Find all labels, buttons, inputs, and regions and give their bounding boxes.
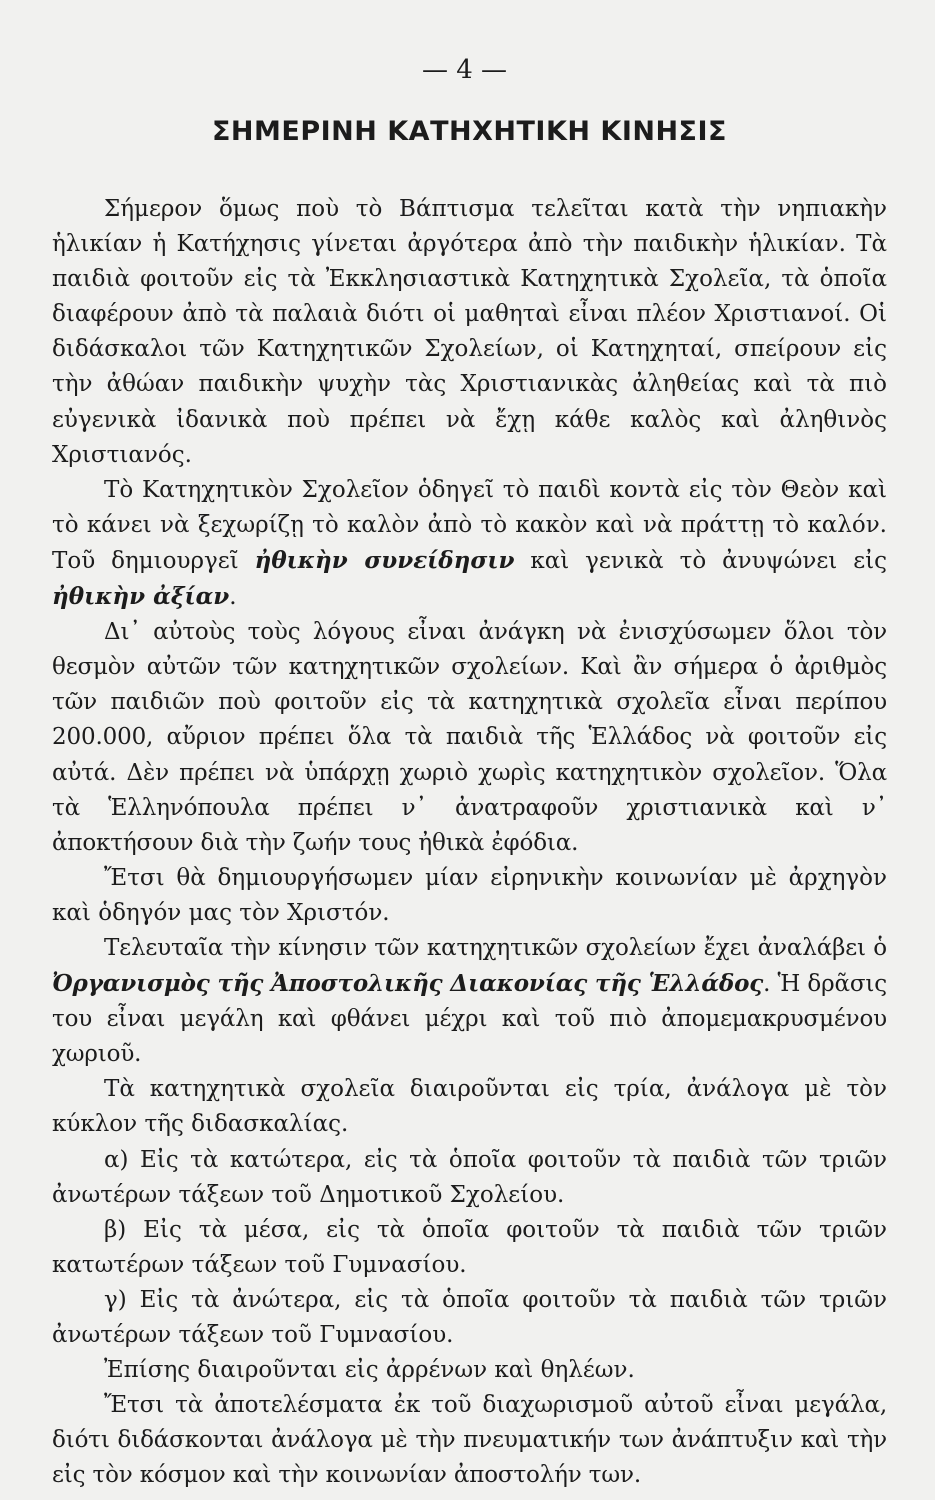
body-text: [52, 192, 887, 1493]
paragraph-1: Σήμερον ὅμως ποὺ τὸ Βάπτισμα τελεῖται κατὰ τὴν νηπιακὴν ἡλικίαν ἡ Κατήχησις γίνεται ἀργότερα ἀπὸ τὴν παιδικὴν ἡλικίαν. Τὰ παιδιὰ φοιτοῦν εἰς τὰ Ἐκκλησιαστικὰ Κατηχητικὰ Σχολεῖα, τὰ ὁποῖα διαφέρουν ἀπὸ τὰ παλαιὰ διότι οἱ μαθηταὶ εἶναι πλέον Χριστιανοί. Οἱ διδάσκαλοι τῶν Κατηχητικῶν Σχολείων, οἱ Κατηχηταί, σπείρουν εἰς τὴν ἀθώαν παιδικὴν ψυχὴν τὰς Χριστιανικὰς ἀληθείας καὶ τὰ πιὸ εὐγενικὰ ἰδανικὰ ποὺ πρέπει νὰ ἔχῃ κάθε καλὸς καὶ ἀληθινὸς Χριστιανός.: [52, 196, 887, 468]
paragraph-7: Ἐπίσης διαιροῦνται εἰς ἀρρένων καὶ θηλέων.: [104, 1357, 635, 1384]
emphasis-ethical-value: ἠθικὴν ἀξίαν: [52, 583, 230, 611]
page-number: — 4 —: [421, 55, 508, 85]
list-item-b: β) Εἰς τὰ μέσα, εἰς τὰ ὁποῖα φοιτοῦν τὰ παιδιὰ τῶν τριῶν κατωτέρων τάξεων τοῦ Γυμνασίου.: [52, 1216, 887, 1278]
list-item-a: α) Εἰς τὰ κατώτερα, εἰς τὰ ὁποῖα φοιτοῦν τὰ παιδιὰ τῶν τριῶν ἀνωτέρων τάξεων τοῦ Δημοτικοῦ Σχολείου.: [52, 1146, 887, 1208]
paragraph-2-text-b: καὶ γενικὰ τὸ ἀνυψώνει εἰς: [514, 547, 888, 574]
emphasis-organization-name: Ὀργανισμὸς τῆς Ἀποστολικῆς Διακονίας τῆς Ἑλλάδος: [52, 970, 764, 998]
paragraph-3: Δι᾿ αὐτοὺς τοὺς λόγους εἶναι ἀνάγκη νὰ ἐνισχύσωμεν ὅλοι τὸν θεσμὸν αὐτῶν τῶν κατηχητικῶν σχολείων. Καὶ ἂν σήμερα ὁ ἀριθμὸς τῶν παιδιῶν ποὺ φοιτοῦν εἰς τὰ κατηχητικὰ σχολεῖα εἶναι περίπου 200.000, αὔριον πρέπει ὅλα τὰ παιδιὰ τῆς Ἑλλάδος νὰ φοιτοῦν εἰς αὐτά. Δὲν πρέπει νὰ ὑπάρχῃ χωριὸ χωρὶς κατηχητικὸν σχολεῖον. Ὅλα τὰ Ἑλληνόπουλα πρέπει ν᾿ ἀνατραφοῦν χριστιανικὰ καὶ ν᾿ ἀποκτήσουν διὰ τὴν ζωήν τους ἠθικὰ ἐφόδια.: [52, 619, 887, 856]
paragraph-8: Ἔτσι τὰ ἀποτελέσματα ἐκ τοῦ διαχωρισμοῦ αὐτοῦ εἶναι μεγάλα, διότι διδάσκονται ἀνάλογα μὲ τὴν πνευματικήν των ἀνάπτυξιν καὶ τὴν εἰς τὸν κόσμον καὶ τὴν κοινωνίαν ἀποστολήν των.: [52, 1392, 887, 1489]
paragraph-5: [52, 931, 887, 1072]
paragraph-2: [52, 473, 887, 615]
paragraph-5-text-a: Τελευταῖα τὴν κίνησιν τῶν κατηχητικῶν σχολείων ἔχει ἀναλάβει ὁ: [104, 934, 887, 961]
paragraph-2-text-a: Τὸ Κατηχητικὸν Σχολεῖον ὁδηγεῖ τὸ παιδὶ κοντὰ εἰς τὸν Θεὸν καὶ τὸ κάνει νὰ ξεχωρίζῃ τὸ καλὸν ἀπὸ τὸ κακὸν καὶ νὰ πράττῃ τὸ καλόν. Τοῦ δημιουργεῖ: [52, 476, 887, 574]
list-item-c: γ) Εἰς τὰ ἀνώτερα, εἰς τὰ ὁποῖα φοιτοῦν τὰ παιδιὰ τῶν τριῶν ἀνωτέρων τάξεων τοῦ Γυμνασίου.: [52, 1286, 887, 1348]
page-title: ΣΗΜΕΡΙΝΗ ΚΑΤΗΧΗΤΙΚΗ ΚΙΝΗΣΙΣ: [211, 116, 727, 147]
paragraph-4: Ἔτσι θὰ δημιουργήσωμεν μίαν εἰρηνικὴν κοινωνίαν μὲ ἀρχηγὸν καὶ ὁδηγόν μας τὸν Χριστόν.: [52, 864, 887, 926]
paragraph-5-text-b: . Ἡ δρᾶσις του εἶναι μεγάλη καὶ φθάνει μέχρι καὶ τοῦ πιὸ ἀπομεμακρυσμένου χωριοῦ.: [52, 971, 887, 1068]
paragraph-2-text-c: .: [229, 584, 237, 611]
paragraph-6: Τὰ κατηχητικὰ σχολεῖα διαιροῦνται εἰς τρία, ἀνάλογα μὲ τὸν κύκλον τῆς διδασκαλίας.: [52, 1076, 887, 1138]
emphasis-ethical-conscience: ἠθικὴν συνείδησιν: [254, 546, 515, 574]
